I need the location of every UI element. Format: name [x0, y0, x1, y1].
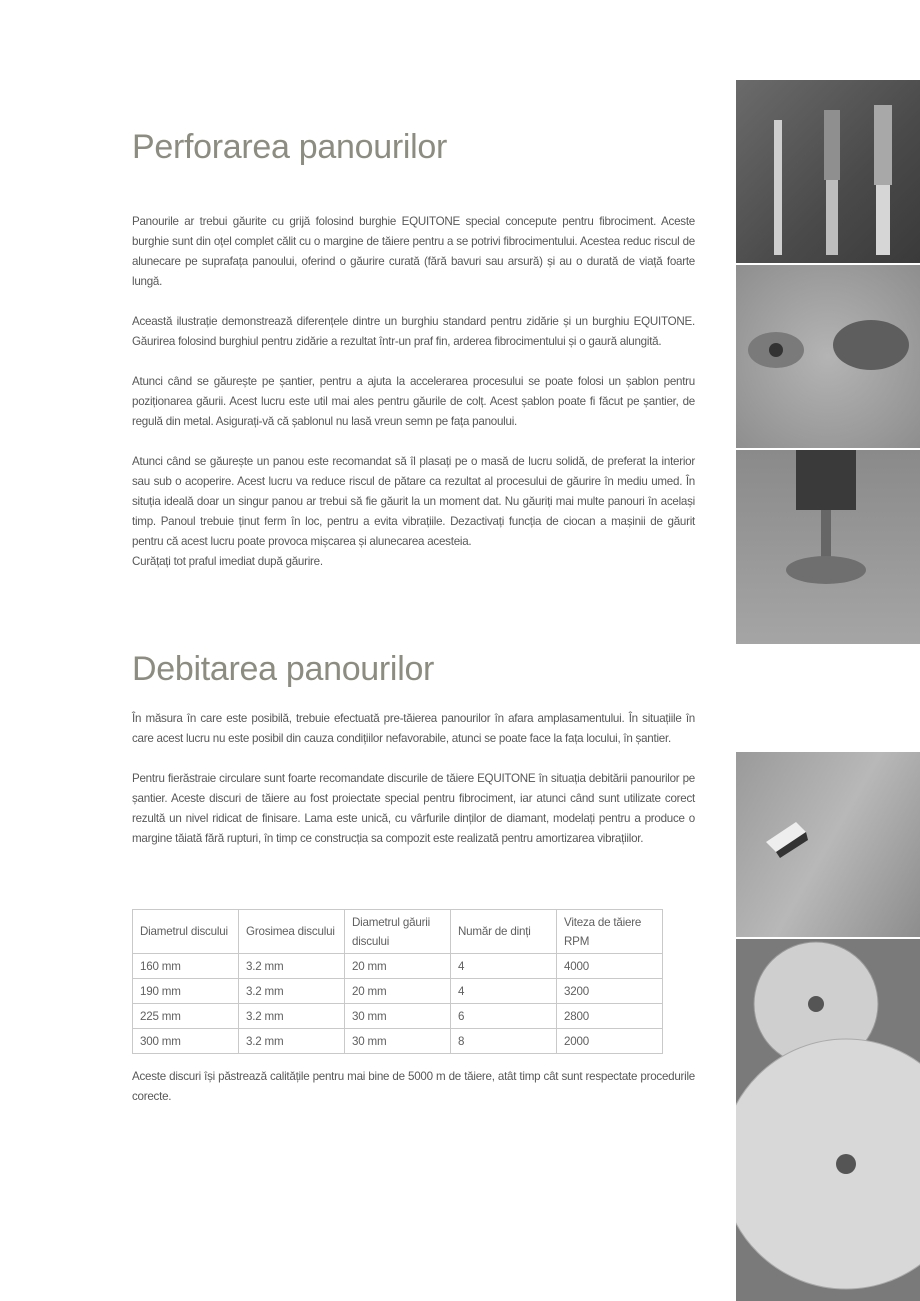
cutting-disc-table [132, 909, 663, 1054]
drill-bits-photo [736, 80, 920, 263]
table-cell: 6 [451, 1004, 557, 1029]
cutting-discs-photo [736, 939, 920, 1301]
drill-dust-image [736, 265, 920, 448]
table-cell: 8 [451, 1029, 557, 1054]
table-cell: 2800 [557, 1004, 663, 1029]
drilled-holes-photo [736, 265, 920, 448]
section-title-cutting: Debitarea panourilor [132, 650, 435, 688]
table-header-cell: Număr de dinți [451, 910, 557, 954]
saw-tooth-image [736, 752, 920, 937]
table-cell: 160 mm [133, 954, 239, 979]
table-header-cell: Grosimea discului [239, 910, 345, 954]
table-cell: 20 mm [345, 979, 451, 1004]
table-cell: 30 mm [345, 1029, 451, 1054]
table-cell: 3.2 mm [239, 1029, 345, 1054]
table-cell: 3200 [557, 979, 663, 1004]
table-header-row [133, 910, 663, 954]
paragraph: Atunci când se găurește un panou este recomandat să îl plasați pe o masă de lucru solidă, de preferat la interior sau sub o acoperire. Acest lucru va reduce riscul de pătare ca rezultat al procesului de găurire în mediu umed. În situția ideală doar un singur panou ar trebui să fie găurit la un moment dat. Nu găuriți mai multe panouri în același timp. Panoul trebuie ținut ferm în loc, pentru a evita vibrațiile. Dezactivați funcția de ciocan a mașinii de găurit pentru că acest lucru poate provoca mișcarea și alunecarea acesteia. [132, 455, 695, 548]
table-header-cell: Diametrul găurii discului [345, 910, 451, 954]
table-cell: 190 mm [133, 979, 239, 1004]
cutting-discs-image [736, 939, 920, 1301]
section-title-drilling: Perforarea panourilor [132, 128, 447, 166]
table-header-cell: Diametrul discului [133, 910, 239, 954]
table-row [133, 1029, 663, 1054]
table-cell: 2000 [557, 1029, 663, 1054]
drilling-text [132, 212, 695, 572]
table-cell: 4 [451, 979, 557, 1004]
paragraph: Această ilustrație demonstrează diferențele dintre un burghiu standard pentru zidărie și un burghiu EQUITONE. Găurirea folosind burghiul pentru zidărie a rezultat într-un praf fin, arderea fibrocimentului și o gaură alungită. [132, 315, 695, 348]
table-cell: 3.2 mm [239, 1004, 345, 1029]
drill-bits-image [736, 80, 920, 263]
saw-tooth-photo [736, 752, 920, 937]
table-cell: 20 mm [345, 954, 451, 979]
drilling-action-photo [736, 450, 920, 644]
paragraph: Pentru fierăstraie circulare sunt foarte recomandate discurile de tăiere EQUITONE în situația debitării panourilor pe șantier. Aceste discuri de tăiere au fost proiectate special pentru fibrociment, iar atunci când sunt utilizate corect rezultă un nivel ridicat de finisare. Lama este unică, cu vârfurile dinților de diamant, modelați pentru a produce o margine tăiată fără rupturi, în timp ce construcția sa compozit este realizată pentru amortizarea vibrațiilor. [132, 772, 695, 845]
drill-chuck-image [736, 450, 920, 644]
footer-text: Aceste discuri își păstrează calitățile pentru mai bine de 5000 m de tăiere, atât timp cât sunt respectate procedurile corecte. [132, 1070, 695, 1103]
paragraph: Atunci când se găurește pe șantier, pentru a ajuta la accelerarea procesului se poate folosi un șablon pentru poziționarea găurii. Acest lucru este util mai ales pentru găurile de colț. Acest șablon poate fi făcut pe șantier, de regulă din metal. Asigurați-vă că șablonul nu lasă vreun semn pe fața panoului. [132, 375, 695, 428]
table-cell: 3.2 mm [239, 979, 345, 1004]
table-header-cell: Viteza de tăiere RPM [557, 910, 663, 954]
table-row [133, 954, 663, 979]
table-cell: 4 [451, 954, 557, 979]
table-cell: 3.2 mm [239, 954, 345, 979]
paragraph: Panourile ar trebui găurite cu grijă folosind burghie EQUITONE special concepute pentru fibrociment. Aceste burghie sunt din oțel complet călit cu o margine de tăiere pentru a se potrivi fibrocimentului. Acestea reduc riscul de alunecare pe suprafața panoului, oferind o găurire curată (fără bavuri sau arsură) și au o durată de viață foarte lungă. [132, 215, 695, 288]
table-cell: 4000 [557, 954, 663, 979]
paragraph: În măsura în care este posibilă, trebuie efectuată pre-tăierea panourilor în afara amplasamentului. În situațiile în care acest lucru nu este posibil din cauza condițiilor nefavorabile, atunci se poate face la fața locului, în șantier. [132, 712, 695, 745]
cutting-text [132, 709, 695, 869]
paragraph: Curățați tot praful imediat după găurire. [132, 555, 323, 568]
table-cell: 30 mm [345, 1004, 451, 1029]
table-row [133, 979, 663, 1004]
table-cell: 225 mm [133, 1004, 239, 1029]
table-cell: 300 mm [133, 1029, 239, 1054]
table-row [133, 1004, 663, 1029]
